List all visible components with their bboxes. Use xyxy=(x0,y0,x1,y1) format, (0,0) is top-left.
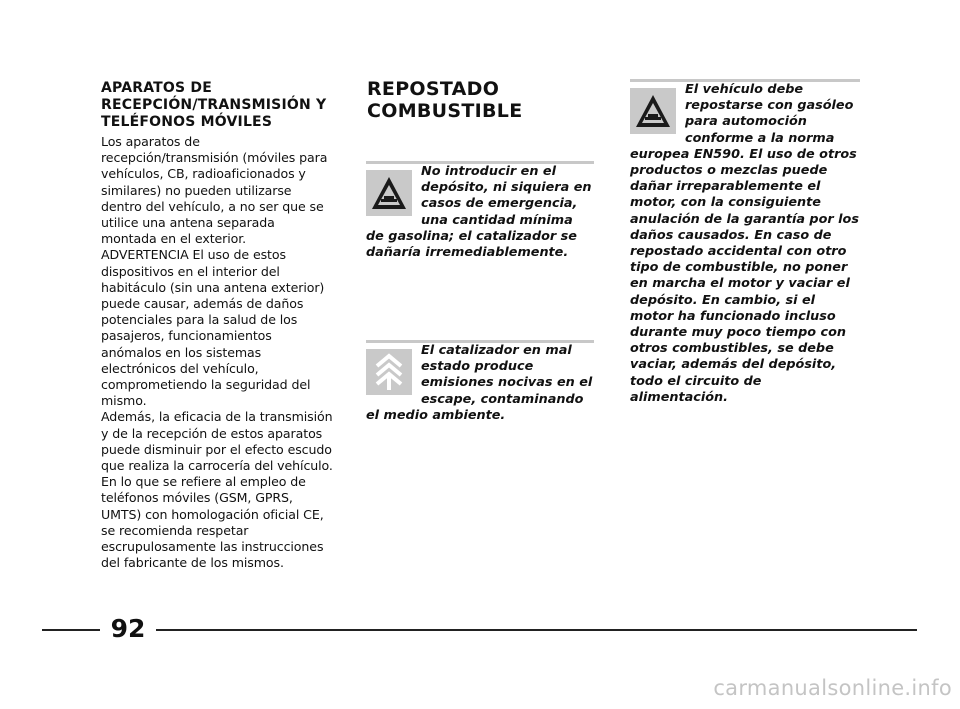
footer-rule-left xyxy=(42,629,100,631)
section-heading-radio: APARATOS DE RECEPCIÓN/TRANSMISIÓN Y TELÉFONOS MÓVILES xyxy=(101,80,327,130)
watermark: carmanualsonline.info xyxy=(713,676,952,700)
section-title-refueling: REPOSTADO COMBUSTIBLE xyxy=(367,78,523,122)
warning-triangle-icon xyxy=(366,170,412,216)
notice-environment-catalyst xyxy=(366,340,594,424)
environment-tree-icon xyxy=(366,349,412,395)
paragraph: ADVERTENCIA El uso de estos dispositivos en el interior del habitáculo (sin una antena exterior) puede causar, además de daños potenciales para la salud de los pasajeros, funcionamientos anómalos en los sistemas electrónicos del vehículo, comprometiendo la seguridad del mismo. xyxy=(101,247,325,409)
paragraph: Además, la eficacia de la transmisión y de la recepción de estos aparatos puede disminuir por el efecto escudo que realiza la carrocería del vehículo. xyxy=(101,409,333,474)
left-column xyxy=(101,80,333,571)
notice-warning-diesel xyxy=(630,79,860,406)
paragraph: En lo que se refiere al empleo de teléfonos móviles (GSM, GPRS, UMTS) con homologación oficial CE, se recomienda respetar escrupulosamente las instrucciones del fabricante de los mismos. xyxy=(101,474,324,571)
paragraph: Los aparatos de recepción/transmisión (móviles para vehículos, CB, radioaficionados y similares) no pueden utilizarse dentro del vehículo, a no ser que se utilice una antena separada montada en el exterior. xyxy=(101,134,328,247)
notice-text: El vehículo debe repostarse con gasóleo para automoción conforme a la norma europea EN590. El uso de otros productos o mezclas puede dañar irreparablemente el motor, con la consiguiente anulación de la garantía por los daños causados. En caso de repostado accidental con otro tipo de combustible, no poner en marcha el motor y vaciar el depósito. En cambio, si el motor ha funcionado incluso durante muy poco tiempo con otros combustibles, se debe vaciar, además del depósito, todo el circuito de alimentación. xyxy=(630,82,859,405)
notice-text: No introducir en el depósito, ni siquiera en casos de emergencia, una cantidad mínima de gasolina; el catalizador se dañaría irremediablemente. xyxy=(366,164,592,261)
warning-triangle-icon xyxy=(630,88,676,134)
page-number: 92 xyxy=(110,614,146,643)
notice-warning-gasoline xyxy=(366,161,594,261)
notice-text: El catalizador en mal estado produce emisiones nocivas en el escape, contaminando el medio ambiente. xyxy=(366,343,593,423)
footer-rule-right xyxy=(156,629,917,631)
